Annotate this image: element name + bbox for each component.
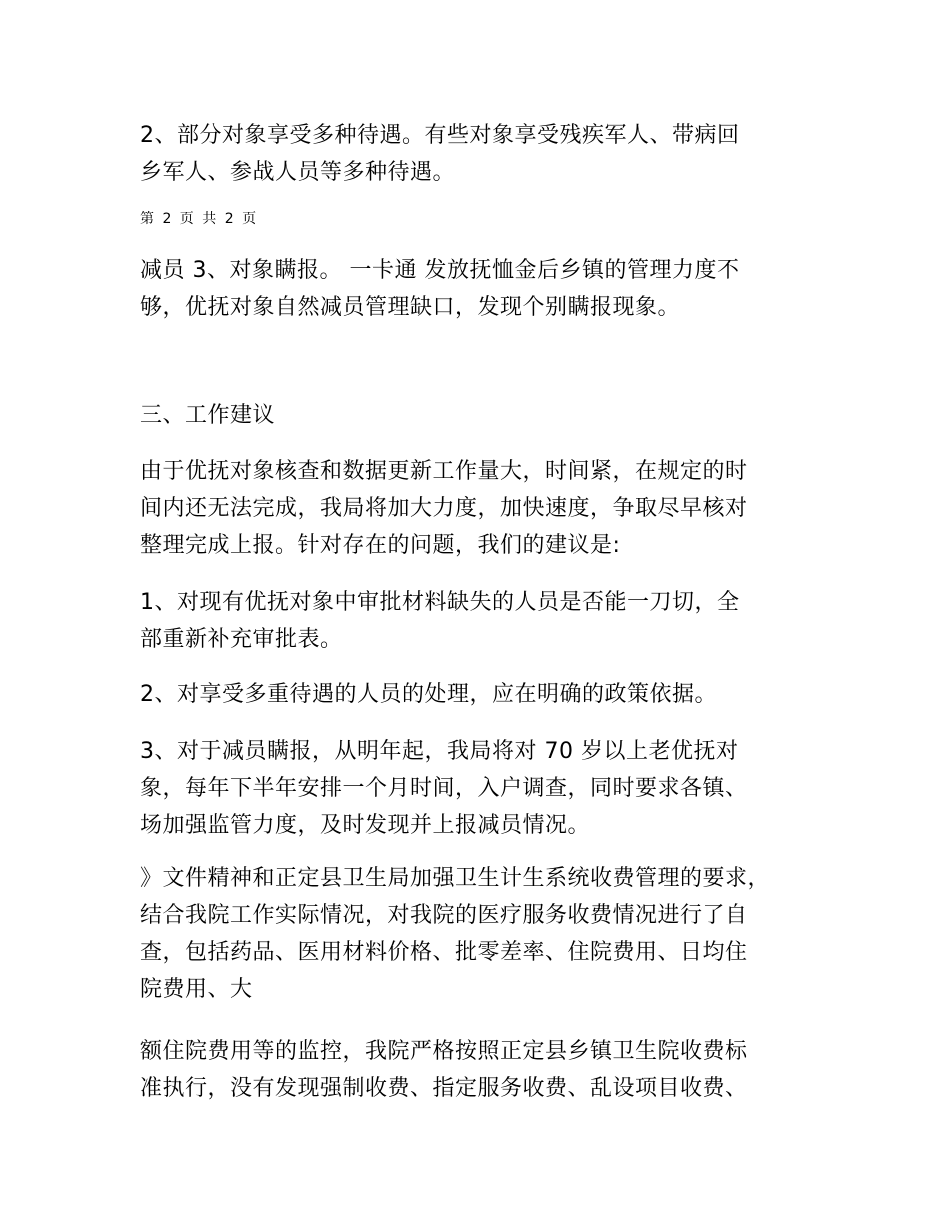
text-line: 三、工作建议 bbox=[140, 403, 276, 428]
text-line: 准执行，没有发现强制收费、指定服务收费、乱设项目收费、 bbox=[140, 1076, 748, 1101]
paragraph-multiple-benefits bbox=[140, 117, 840, 191]
text-line: 场加强监管力度，及时发现并上报减员情况。 bbox=[140, 813, 591, 838]
text-line: 象，每年下半年安排一个月时间，入户调查，同时要求各镇、 bbox=[140, 776, 748, 801]
paragraph-suggestion-3 bbox=[140, 733, 840, 844]
paragraph-suggestion-1 bbox=[140, 584, 840, 658]
text-line: 够，优抚对象自然减员管理缺口，发现个别瞒报现象。 bbox=[140, 295, 681, 320]
text-line: 》文件精神和正定县卫生局加强卫生计生系统收费管理的要求， bbox=[140, 866, 771, 891]
text-line: 额住院费用等的监控，我院严格按照正定县乡镇卫生院收费标 bbox=[140, 1039, 748, 1064]
text-line: 院费用、大 bbox=[140, 977, 253, 1002]
text-line: 间内还无法完成，我局将加大力度，加快速度，争取尽早核对 bbox=[140, 496, 748, 521]
text-line: 结合我院工作实际情况，对我院的医疗服务收费情况进行了自 bbox=[140, 903, 748, 928]
text-line: 3、对于减员瞒报，从明年起，我局将对 70 岁以上老优抚对 bbox=[140, 739, 739, 764]
text-line: 2、对享受多重待遇的人员的处理，应在明确的政策依据。 bbox=[140, 682, 717, 707]
text-line: 2、部分对象享受多种待遇。有些对象享受残疾军人、带病回 bbox=[140, 123, 740, 148]
text-line: 减员 3、对象瞒报。 一卡通 发放抚恤金后乡镇的管理力度不 bbox=[140, 258, 740, 283]
paragraph-suggestion-2 bbox=[140, 676, 840, 713]
paragraph-hospital-fee-review bbox=[140, 860, 840, 1008]
page-footer: 第 2 页 共 2 页 bbox=[140, 211, 259, 227]
text-line: 查，包括药品、医用材料价格、批零差率、住院费用、日均住 bbox=[140, 940, 748, 965]
text-line: 整理完成上报。针对存在的问题，我们的建议是: bbox=[140, 533, 621, 558]
text-line: 部重新补充审批表。 bbox=[140, 627, 343, 652]
text-line: 1、对现有优抚对象中审批材料缺失的人员是否能一刀切，全 bbox=[140, 590, 740, 615]
text-line: 由于优抚对象核查和数据更新工作量大，时间紧，在规定的时 bbox=[140, 459, 748, 484]
paragraph-inpatient-fee-monitoring bbox=[140, 1033, 840, 1107]
paragraph-concealed-reporting bbox=[140, 252, 840, 326]
section-heading-work-suggestions bbox=[140, 397, 840, 434]
paragraph-suggestions-intro bbox=[140, 453, 840, 564]
text-line: 乡军人、参战人员等多种待遇。 bbox=[140, 160, 456, 185]
